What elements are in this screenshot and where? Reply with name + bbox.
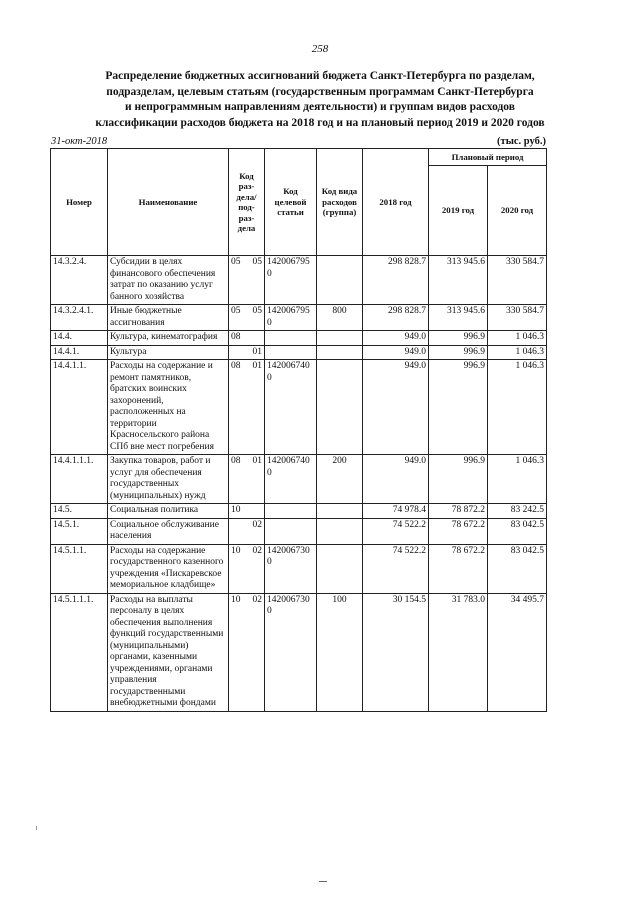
cell-number: 14.4.1.1.	[51, 360, 108, 455]
cell-number: 14.4.1.1.1.	[51, 455, 108, 504]
cell-2018: 949.0	[363, 455, 429, 504]
table-row	[51, 544, 547, 593]
table-row	[51, 455, 547, 504]
units-label: (тыс. руб.)	[497, 136, 546, 147]
podrazdel-code: 01	[252, 361, 262, 371]
cell-razdel	[229, 360, 265, 455]
cell-2019: 996.9	[429, 331, 488, 346]
cell-razdel	[229, 593, 265, 711]
cell-vid	[317, 518, 363, 544]
cell-vid	[317, 504, 363, 519]
table-row	[51, 360, 547, 455]
cell-name: Расходы на содержание и ремонт памятников, братских воинских захоронений, расположенных на территории Красносельского района СПб вне мест погребения	[108, 360, 229, 455]
razdel-code: 05	[231, 306, 241, 316]
cell-2018: 949.0	[363, 360, 429, 455]
cell-target: 1420067400	[265, 455, 317, 504]
table-row	[51, 518, 547, 544]
budget-table	[50, 148, 547, 712]
cell-target: 1420067400	[265, 360, 317, 455]
cell-2018: 298 828.7	[363, 256, 429, 305]
razdel-code: 10	[231, 505, 241, 515]
table-row	[51, 331, 547, 346]
cell-2019: 996.9	[429, 360, 488, 455]
cell-2019: 78 672.2	[429, 544, 488, 593]
cell-number: 14.5.1.	[51, 518, 108, 544]
cell-2020: 1 046.3	[488, 455, 547, 504]
cell-target: 1420067950	[265, 305, 317, 331]
podrazdel-code: 02	[252, 594, 262, 605]
razdel-code: 05	[231, 257, 241, 267]
title-line: подразделам, целевым статьям (государственным программам Санкт-Петербурга	[106, 85, 534, 98]
cell-2020: 1 046.3	[488, 360, 547, 455]
cell-vid	[317, 256, 363, 305]
title-line: классификации расходов бюджета на 2018 год и на плановый период 2019 и 2020 годов	[95, 116, 545, 129]
header-target: Код целевой статьи	[265, 149, 317, 256]
cell-2019: 996.9	[429, 455, 488, 504]
scan-mark	[36, 826, 37, 830]
date-stamp: 31-окт-2018	[51, 136, 108, 147]
cell-razdel	[229, 256, 265, 305]
cell-name: Расходы на содержание государственного казенного учреждения «Пискаревское мемориальное кладбище»	[108, 544, 229, 593]
podrazdel-code: 01	[252, 456, 262, 466]
table-row	[51, 345, 547, 360]
cell-vid	[317, 360, 363, 455]
header-name: Наименование	[108, 149, 229, 256]
cell-vid: 800	[317, 305, 363, 331]
cell-razdel	[229, 544, 265, 593]
cell-target	[265, 345, 317, 360]
cell-target	[265, 504, 317, 519]
cell-vid	[317, 345, 363, 360]
cell-razdel	[229, 518, 265, 544]
table-row	[51, 256, 547, 305]
cell-2018: 949.0	[363, 331, 429, 346]
cell-target	[265, 331, 317, 346]
header-planned-period: Плановый период	[429, 149, 547, 166]
cell-number: 14.3.2.4.	[51, 256, 108, 305]
cell-2019: 31 783.0	[429, 593, 488, 711]
cell-vid	[317, 544, 363, 593]
cell-razdel	[229, 305, 265, 331]
cell-2018: 298 828.7	[363, 305, 429, 331]
razdel-code: 08	[231, 456, 241, 466]
razdel-code: 10	[231, 594, 241, 605]
header-2018: 2018 год	[363, 149, 429, 256]
cell-razdel	[229, 504, 265, 519]
cell-number: 14.5.1.1.1.	[51, 593, 108, 711]
cell-name: Расходы на выплаты персоналу в целях обеспечения выполнения функций государственными (муниципальными) органами, казенными учреждениями, органами управления государственными внебюджетными фондами	[108, 593, 229, 711]
cell-2020: 330 584.7	[488, 305, 547, 331]
cell-razdel	[229, 331, 265, 346]
cell-2019: 78 872.2	[429, 504, 488, 519]
cell-2020: 330 584.7	[488, 256, 547, 305]
document-title	[40, 69, 600, 131]
cell-razdel	[229, 345, 265, 360]
cell-2018: 30 154.5	[363, 593, 429, 711]
cell-name: Социальное обслуживание населения	[108, 518, 229, 544]
cell-target: 1420067300	[265, 593, 317, 711]
razdel-code: 08	[231, 361, 241, 371]
cell-name: Культура	[108, 345, 229, 360]
header-razdel: Код раз- дела/ под- раз- дела	[229, 149, 265, 256]
razdel-code: 10	[231, 545, 241, 556]
header-number: Номер	[51, 149, 108, 256]
cell-vid	[317, 331, 363, 346]
cell-2018: 74 978.4	[363, 504, 429, 519]
cell-number: 14.5.	[51, 504, 108, 519]
cell-vid: 100	[317, 593, 363, 711]
cell-name: Субсидии в целях финансового обеспечения затрат по оказанию услуг банного хозяйства	[108, 256, 229, 305]
page-number: 258	[311, 43, 329, 55]
cell-2020: 1 046.3	[488, 345, 547, 360]
podrazdel-code: 05	[252, 257, 262, 267]
cell-name: Культура, кинематография	[108, 331, 229, 346]
cell-vid: 200	[317, 455, 363, 504]
cell-target: 1420067300	[265, 544, 317, 593]
title-line: Распределение бюджетных ассигнований бюджета Санкт-Петербурга по разделам,	[105, 70, 535, 82]
cell-number: 14.5.1.1.	[51, 544, 108, 593]
cell-2020: 83 042.5	[488, 518, 547, 544]
cell-2019: 313 945.6	[429, 256, 488, 305]
podrazdel-code: 05	[252, 306, 262, 316]
cell-target	[265, 518, 317, 544]
cell-2019: 996.9	[429, 345, 488, 360]
cell-number: 14.4.1.	[51, 345, 108, 360]
cell-2018: 74 522.2	[363, 544, 429, 593]
cell-2018: 949.0	[363, 345, 429, 360]
cell-2020: 83 042.5	[488, 544, 547, 593]
header-vid: Код вида расходов (группа)	[317, 149, 363, 256]
header-2019: 2019 год	[429, 166, 488, 256]
cell-number: 14.4.	[51, 331, 108, 346]
cell-2020: 34 495.7	[488, 593, 547, 711]
cell-2019: 313 945.6	[429, 305, 488, 331]
cell-target: 1420067950	[265, 256, 317, 305]
cell-name: Иные бюджетные ассигнования	[108, 305, 229, 331]
cell-number: 14.3.2.4.1.	[51, 305, 108, 331]
cell-razdel	[229, 455, 265, 504]
table-body	[51, 256, 547, 712]
cell-2020: 83 242.5	[488, 504, 547, 519]
cell-2020: 1 046.3	[488, 331, 547, 346]
table-row	[51, 305, 547, 331]
scan-mark	[319, 881, 327, 882]
podrazdel-code: 02	[252, 545, 262, 556]
cell-2018: 74 522.2	[363, 518, 429, 544]
podrazdel-code: 01	[252, 346, 262, 357]
table-row	[51, 504, 547, 519]
cell-2019: 78 672.2	[429, 518, 488, 544]
table-row	[51, 593, 547, 711]
title-line: и непрограммным направлениям деятельности) и группам видов расходов	[125, 101, 515, 113]
podrazdel-code: 02	[252, 519, 262, 530]
razdel-code: 08	[231, 332, 241, 342]
cell-name: Социальная политика	[108, 504, 229, 519]
header-2020: 2020 год	[488, 166, 547, 256]
cell-name: Закупка товаров, работ и услуг для обеспечения государственных (муниципальных) нужд	[108, 455, 229, 504]
